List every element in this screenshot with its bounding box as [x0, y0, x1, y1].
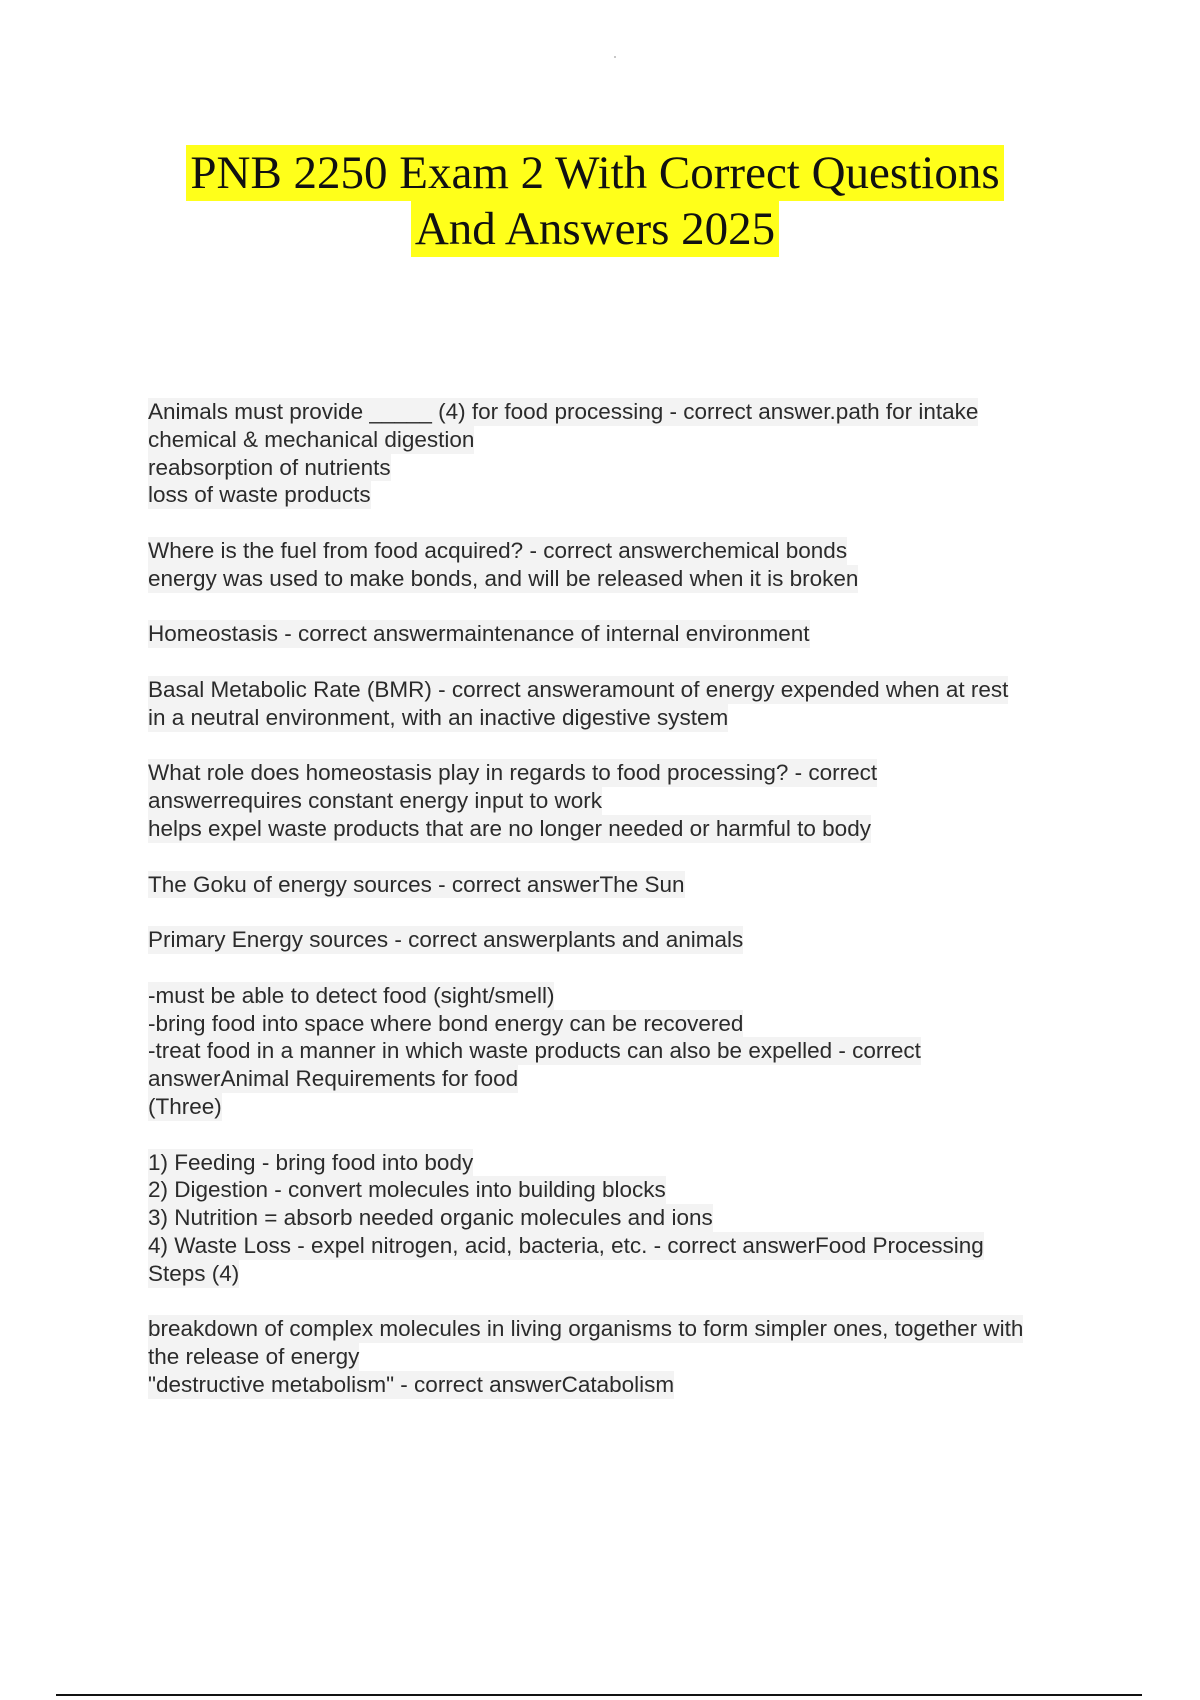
qa-text-line: answerrequires constant energy input to work [148, 788, 602, 814]
qa-text-line: Homeostasis - correct answermaintenance of internal environment [148, 621, 810, 647]
qa-text-line: Primary Energy sources - correct answerplants and animals [148, 927, 744, 953]
qa-text-line: helps expel waste products that are no longer needed or harmful to body [148, 815, 871, 841]
qa-item [148, 1315, 1098, 1398]
footer-rule [56, 1694, 1142, 1696]
qa-text-line: 4) Waste Loss - expel nitrogen, acid, bacteria, etc. - correct answerFood Processing [148, 1232, 984, 1258]
qa-text-line: -must be able to detect food (sight/smell) [148, 982, 555, 1008]
document-title [0, 145, 1200, 257]
qa-text-line: (Three) [148, 1093, 222, 1119]
qa-text-line: energy was used to make bonds, and will be released when it is broken [148, 565, 859, 591]
qa-text-line: Steps (4) [148, 1260, 240, 1286]
title-line-2: And Answers 2025 [411, 201, 779, 257]
qa-item [148, 871, 1098, 899]
scan-speck [614, 56, 616, 58]
qa-text-line: in a neutral environment, with an inactive digestive system [148, 704, 729, 730]
qa-text-line: "destructive metabolism" - correct answerCatabolism [148, 1371, 675, 1397]
qa-text-line: The Goku of energy sources - correct answerThe Sun [148, 871, 685, 897]
qa-item [148, 676, 1098, 732]
qa-item [148, 537, 1098, 593]
qa-text-line: 2) Digestion - convert molecules into building blocks [148, 1177, 666, 1203]
qa-text-line: Basal Metabolic Rate (BMR) - correct answeramount of energy expended when at rest [148, 676, 1009, 702]
qa-text-line: answerAnimal Requirements for food [148, 1066, 519, 1092]
qa-text-line: What role does homeostasis play in regards to food processing? - correct [148, 760, 878, 786]
title-line-1: PNB 2250 Exam 2 With Correct Questions [186, 145, 1003, 201]
qa-item [148, 398, 1098, 509]
qa-text-line: chemical & mechanical digestion [148, 426, 475, 452]
qa-item [148, 1149, 1098, 1288]
qa-text-line: the release of energy [148, 1344, 360, 1370]
qa-item [148, 759, 1098, 842]
qa-text-line: Animals must provide _____ (4) for food processing - correct answer.path for intake [148, 399, 979, 424]
qa-text-line: loss of waste products [148, 482, 371, 508]
qa-text-line: -treat food in a manner in which waste products can also be expelled - correct [148, 1038, 921, 1064]
qa-list [148, 398, 1098, 1426]
qa-item [148, 982, 1098, 1121]
qa-text-line: 1) Feeding - bring food into body [148, 1149, 474, 1175]
qa-item [148, 620, 1098, 648]
qa-item [148, 926, 1098, 954]
qa-text-line: 3) Nutrition = absorb needed organic molecules and ions [148, 1205, 713, 1231]
qa-text-line: breakdown of complex molecules in living organisms to form simpler ones, together with [148, 1316, 1024, 1342]
qa-text-line: Where is the fuel from food acquired? - correct answerchemical bonds [148, 537, 848, 563]
qa-text-line: -bring food into space where bond energy can be recovered [148, 1010, 744, 1036]
qa-text-line: reabsorption of nutrients [148, 454, 391, 480]
